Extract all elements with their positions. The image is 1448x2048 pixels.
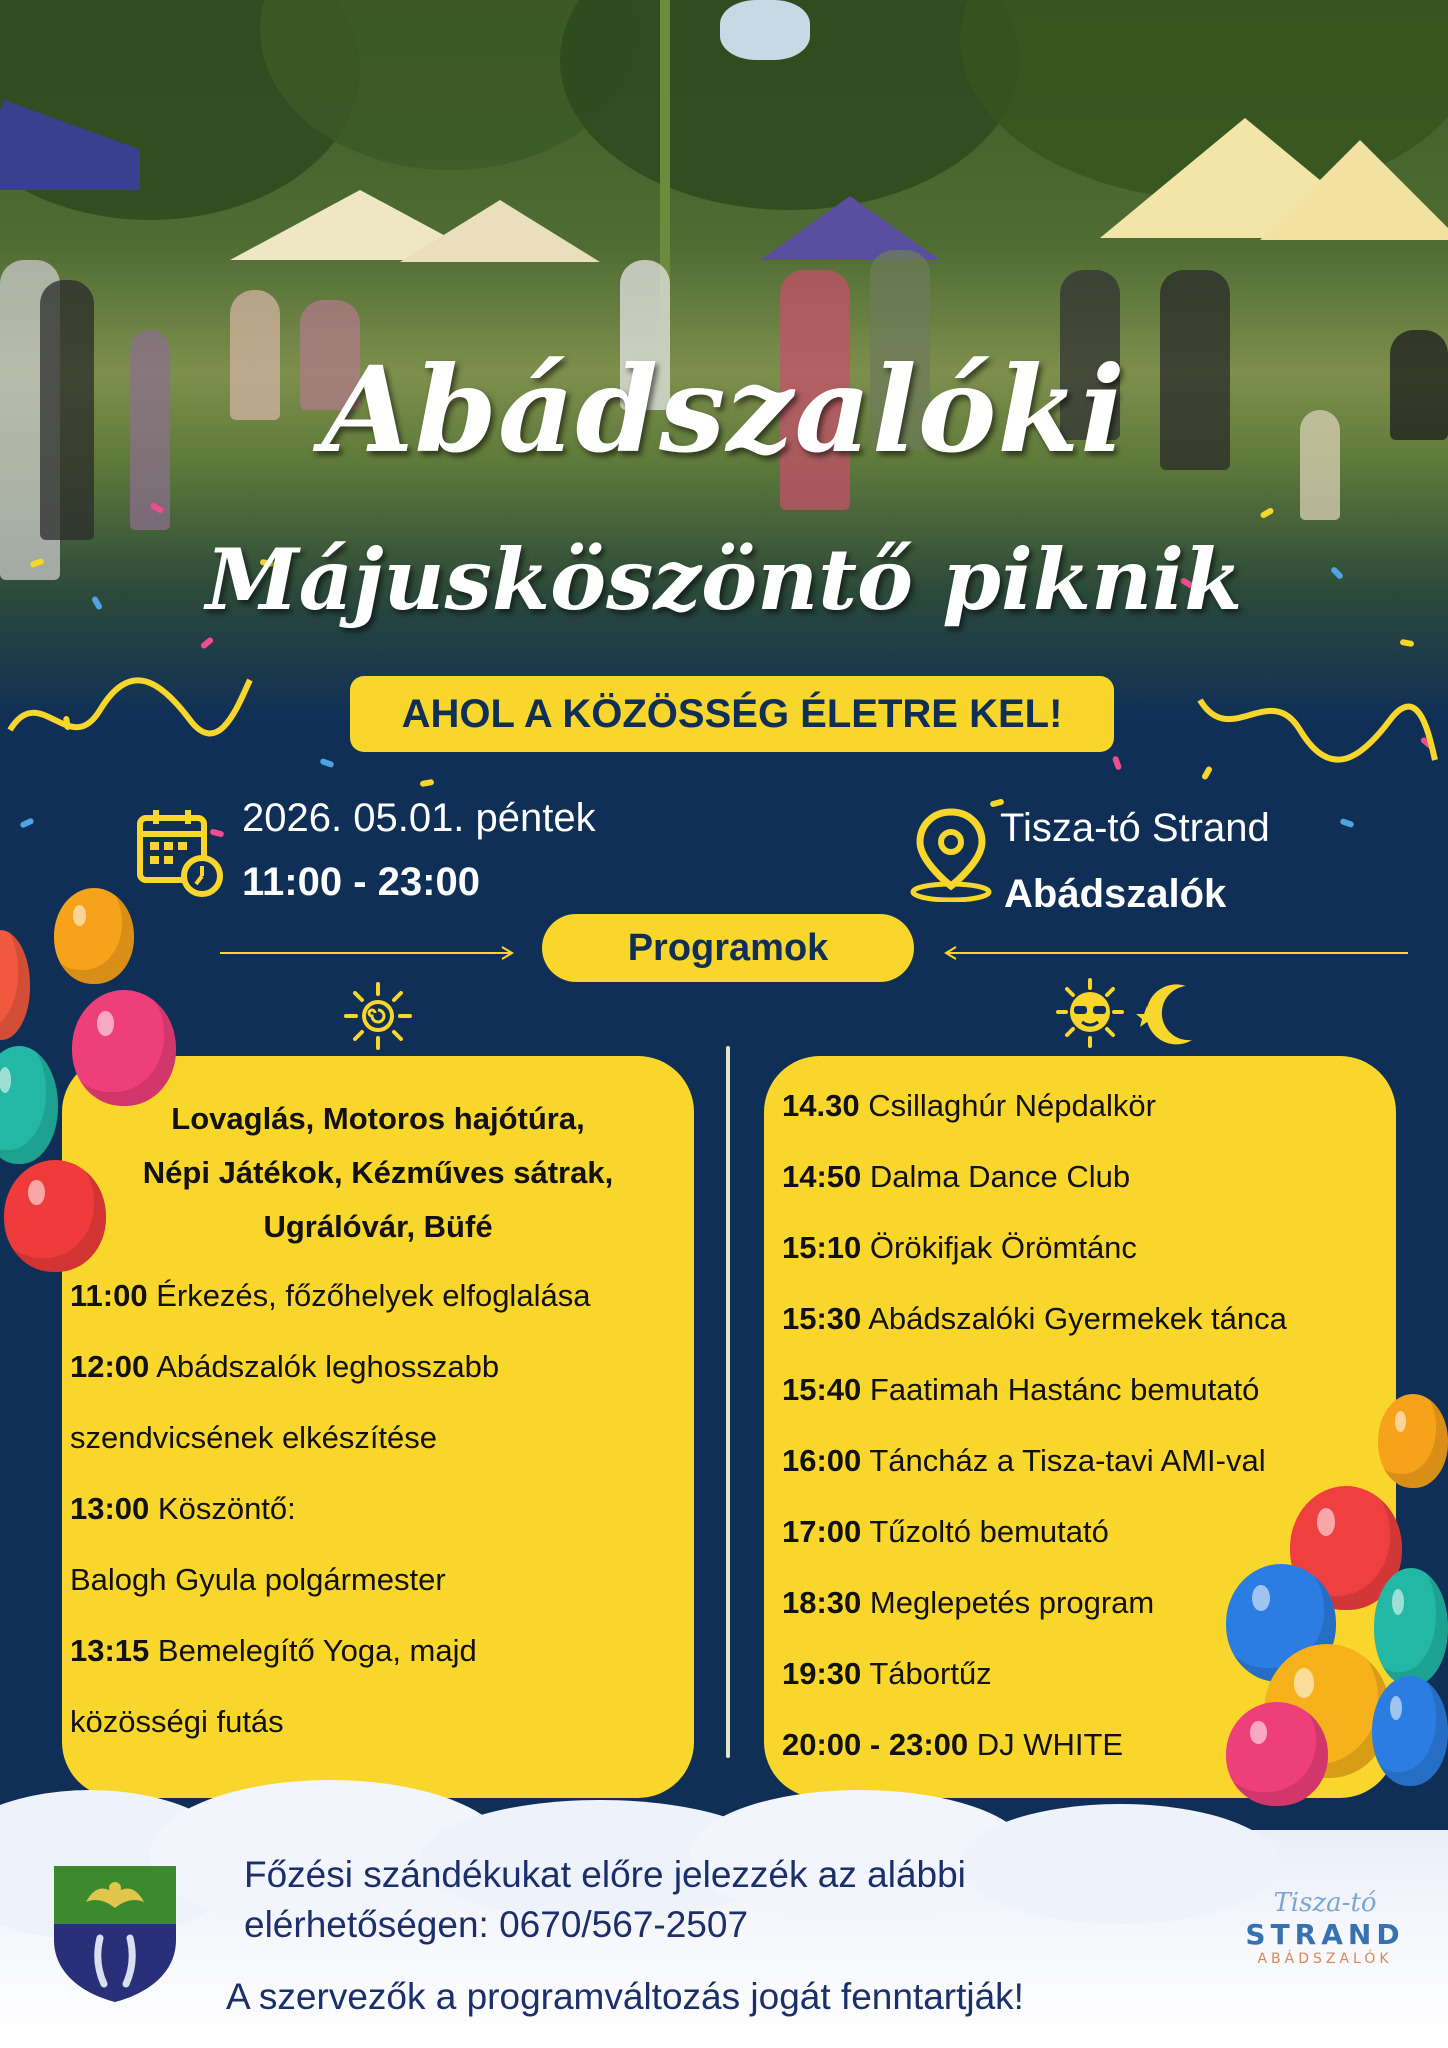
program-title: Köszöntő:: [149, 1491, 296, 1526]
streamer-right: [1190, 660, 1440, 780]
program-time: 15:10: [782, 1230, 862, 1265]
program-item: [782, 1514, 1109, 1550]
program-title: Táncház a Tisza-tavi AMI-val: [861, 1443, 1266, 1478]
programs-header: [542, 914, 914, 982]
arrow-right-icon: [220, 946, 520, 960]
program-time: 14.30: [782, 1088, 860, 1123]
streamer-left: [0, 640, 260, 760]
program-time: 14:50: [782, 1159, 862, 1194]
program-item: [782, 1372, 1259, 1408]
featured-line: Lovaglás, Motoros hajótúra,: [171, 1101, 585, 1136]
event-title: Abádszalóki: [321, 340, 1127, 479]
program-item: [782, 1656, 992, 1692]
map-pin-icon: [906, 806, 996, 902]
program-time: 15:40: [782, 1372, 862, 1407]
program-title: Érkezés, főzőhelyek elfoglalása: [147, 1278, 591, 1313]
program-time: 17:00: [782, 1514, 862, 1549]
tisza-to-strand-logo: [1240, 1888, 1410, 1967]
sun-moon-stars-icon: [1052, 976, 1202, 1056]
featured-line: Népi Játékok, Kézműves sátrak,: [142, 1155, 614, 1190]
event-date: 2026. 05.01. péntek: [242, 796, 596, 840]
program-item: [70, 1491, 296, 1527]
program-title: Abádszalóki Gyermekek tánca: [861, 1301, 1287, 1336]
program-time: 13:15: [70, 1633, 150, 1668]
logo-word-text: STRAND: [1245, 1918, 1405, 1951]
program-item: [782, 1443, 1266, 1479]
program-item: [782, 1230, 1137, 1266]
column-divider: [726, 1046, 730, 1758]
program-time: 18:30: [782, 1585, 862, 1620]
program-time: 16:00: [782, 1443, 862, 1478]
program-title: Csillaghúr Népdalkör: [859, 1088, 1156, 1123]
program-change-disclaimer: A szervezők a programváltozás jogát fenntartják!: [226, 1976, 1024, 2017]
cooking-notice-line2: elérhetőségen: 0670/567-2507: [244, 1904, 749, 1945]
program-title: Meglepetés program: [861, 1585, 1155, 1620]
slogan-banner: [350, 676, 1114, 752]
program-time: 13:00: [70, 1491, 150, 1526]
program-item: [782, 1727, 1123, 1763]
program-title: Faatimah Hastánc bemutató: [861, 1372, 1260, 1407]
program-time: 12:00: [70, 1349, 150, 1384]
logo-script-text: Tisza-tó: [1273, 1888, 1377, 1918]
slogan-text: AHOL A KÖZÖSSÉG ÉLETRE KEL!: [401, 691, 1063, 736]
program-item: [70, 1278, 590, 1314]
program-title: Dalma Dance Club: [861, 1159, 1131, 1194]
program-item: [782, 1301, 1287, 1337]
program-title: Örökifjak Örömtánc: [861, 1230, 1137, 1265]
program-item: [70, 1633, 477, 1669]
logo-town-text: ABÁDSZALÓK: [1257, 1951, 1393, 1967]
event-subtitle: Májusköszöntő piknik: [205, 530, 1243, 629]
program-title: Tűzoltó bemutató: [861, 1514, 1109, 1549]
program-title: Abádszalók leghosszabb: [149, 1349, 500, 1384]
sun-icon: [342, 980, 414, 1052]
featured-line: Ugrálóvár, Büfé: [263, 1209, 493, 1244]
program-item-continued: [70, 1704, 284, 1740]
program-item-continued: [70, 1420, 437, 1456]
programs-label: Programok: [627, 926, 829, 969]
day-programs-panel: [62, 1056, 694, 1798]
program-time: 15:30: [782, 1301, 862, 1336]
location-name: Tisza-tó Strand: [1000, 806, 1270, 850]
coat-of-arms-icon: [50, 1862, 180, 2004]
program-title: Balogh Gyula polgármester: [70, 1562, 446, 1597]
event-time: 11:00 - 23:00: [242, 860, 480, 904]
program-time: 20:00 - 23:00: [782, 1727, 969, 1762]
program-item: [70, 1349, 499, 1385]
program-title: közösségi futás: [70, 1704, 284, 1739]
program-title: DJ WHITE: [968, 1727, 1124, 1762]
arrow-left-icon: [942, 946, 1412, 960]
cooking-notice-line1: Főzési szándékukat előre jelezzék az alábbi: [244, 1854, 966, 1895]
program-item: [782, 1159, 1130, 1195]
program-title: szendvicsének elkészítése: [70, 1420, 438, 1455]
program-item: [782, 1585, 1154, 1621]
program-item-continued: [70, 1562, 446, 1598]
program-title: Bemelegítő Yoga, majd: [149, 1633, 477, 1668]
program-time: 11:00: [70, 1278, 148, 1313]
program-item: [782, 1088, 1156, 1124]
location-town: Abádszalók: [1004, 872, 1227, 916]
featured-activities: [82, 1092, 674, 1254]
calendar-clock-icon: [136, 806, 226, 898]
program-time: 19:30: [782, 1656, 862, 1691]
program-title: Tábortűz: [861, 1656, 992, 1691]
